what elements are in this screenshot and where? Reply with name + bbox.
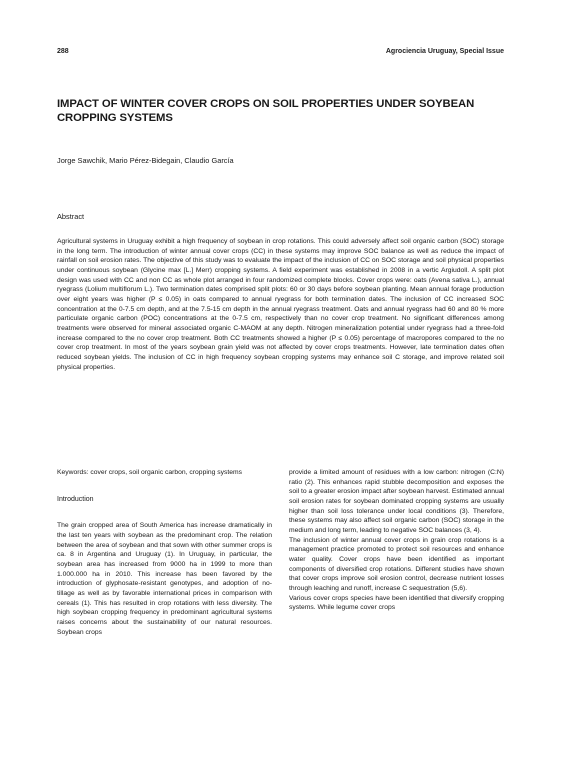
intro-paragraph: Various cover crops species have been identified that diversify cropping systems. While legume cover crops [289,594,504,612]
introduction-heading: Introduction [57,495,94,503]
paper-title: IMPACT OF WINTER COVER CROPS ON SOIL PROPERTIES UNDER SOYBEAN CROPPING SYSTEMS [57,98,475,124]
left-column [57,468,272,637]
right-column [289,468,504,613]
abstract-heading: Abstract [57,212,85,221]
journal-name: Agrociencia Uruguay, Special Issue [385,48,504,55]
abstract-text: Agricultural systems in Uruguay exhibit a high frequency of soybean in crop rotations. This could adversely affect soil organic carbon (SOC) storage in the long term. The introduction of winter annual cover crops (CC) in these systems may improve SOC balance as well as reduce the impact of rainfall on soil erosion rates. The objective of this study was to evaluate the impact of the inclusion of CC on SOC storage and soil physical properties under continuous soybean (Glycine max [L.] Merr) cropping systems. A field experiment was established in 2008 in a vertic Argiudoll. A split plot design was used with CC and non CC as whole plot arranged in four randomized complete blocks. Cover crops were: oats (Avena sativa L.), annual ryegrass (Lolium multiflorum L.). Two termination dates comprised split plots: 60 or 30 days before soybean planting. Mean annual forage production over eight years was higher (P ≤ 0.05) in oats compared to annual ryegrass for both termination dates. The inclusion of CC increased SOC concentration at the 0-7.5 cm depth, and at the 7.5-15 cm depth in the annual ryegrass treatment. Oats and annual ryegrass had 60 and 80 % more particulate organic carbon (POC) concentrations at the 0-7.5 cm, respectively than no cover crop treatment. No significant differences among treatments were observed for mineral associated organic C-MAOM at any depth. Nitrogen mineralization potential under ryegrass had a three-fold increase compared to the no cover crop treatment. Both CC treatments showed a higher (P ≤ 0.05) percentage of macropores compared to the no cover crop treatment. In most of the years soybean grain yield was not affected by cover crops treatments. However, late termination dates often reduced soybean yields. The inclusion of CC in high frequency soybean cropping systems may enhance soil C storage, and improve related soil physical properties. [57,238,504,371]
author-list: Jorge Sawchik, Mario Pérez-Bidegain, Claudio García [57,156,234,165]
intro-paragraph: The inclusion of winter annual cover crops in grain crop rotations is a management practice promoted to protect soil resources and enhance water quality. Cover crops have been identified as important components of diversified crop rotations. Different studies have shown that cover crops improve soil erosion control, decrease nutrient losses through leaching and runoff, increase C sequestration (5,6). [289,536,504,592]
intro-paragraph: The grain cropped area of South America has increase dramatically in the last ten years with soybean as the predominant crop. The relation between the area of soybean and that sown with other summer crops is ca. 8 in Argentina and Uruguay (1). In Uruguay, in particular, the soybean area has increased from 9000 ha in 1999 to more than 1.000.000 ha in 2010. This increase has been favored by the introduction of glyphosate-resistant genotypes, and adoption of no-tillage as well as by favorable international prices in comparison with cereals (1). This has resulted in crop rotations with less diversity. The high soybean cropping frequency in predominant agricultural systems raises concerns about the sustainability of our natural resources. Soybean crops [57,522,272,636]
intro-paragraph: provide a limited amount of residues with a low carbon: nitrogen (C:N) ratio (2). This enhances rapid stubble decomposition and exposes the soil to a greater erosion impact after soybean harvest. Estimated annual soil erosion rates for soybean dominated cropping systems are usually higher than soil loss tolerance under local conditions (3). Therefore, these systems may also affect soil organic carbon (SOC) storage in the medium and long term, leading to negative SOC balances (3, 4). [289,469,504,534]
keywords: Keywords: cover crops, soil organic carbon, cropping systems [57,469,242,476]
page-number: 288 [57,48,69,55]
